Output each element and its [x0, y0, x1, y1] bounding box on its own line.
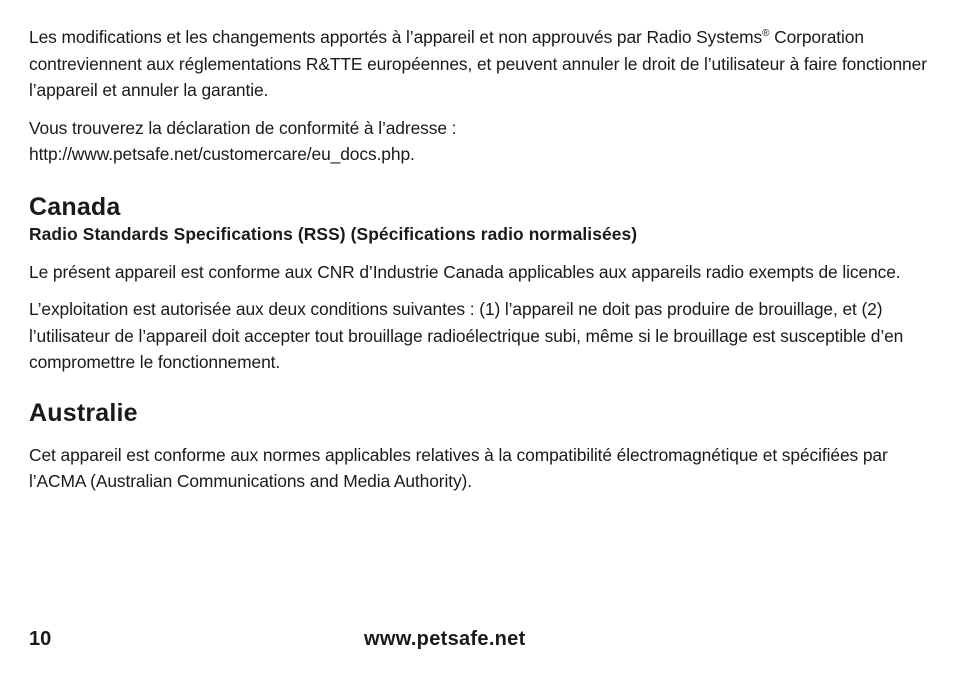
page-content — [29, 24, 929, 495]
canada-paragraph-2: L’exploitation est autorisée aux deux conditions suivantes : (1) l’appareil ne doit pas produire de brouillage, et (2) l’utilisateur de l’appareil doit accepter tout brouillage radioélectrique subi, même si le brouillage est susceptible d’en compromettre le fonctionnement. — [29, 299, 904, 372]
section-canada — [29, 192, 929, 376]
page-footer — [29, 625, 929, 653]
page-number: 10 — [29, 628, 52, 650]
intro-paragraph-1-continued: Corporation contreviennent aux réglementations R&TTE européennes, et peuvent annuler le droit de l’utilisateur à faire fonctionner l’appareil et annuler la garantie. — [29, 27, 927, 100]
section-subtitle-rss: Radio Standards Specifications (RSS) (Spécifications radio normalisées) — [29, 223, 638, 244]
registered-mark: ® — [762, 28, 770, 40]
canada-paragraph-1: Le présent appareil est conforme aux CNR d’Industrie Canada applicables aux appareils radio exempts de licence. — [29, 261, 901, 282]
section-australie — [29, 398, 929, 495]
compliance-url: http://www.petsafe.net/customercare/eu_docs.php. — [29, 144, 415, 164]
intro-paragraph-2 — [29, 115, 929, 168]
intro-paragraph-2-line-1: Vous trouverez la déclaration de conformité à l’adresse : — [29, 117, 457, 138]
section-title-australie: Australie — [29, 398, 138, 427]
australie-paragraph-1: Cet appareil est conforme aux normes applicables relatives à la compatibilité électromagnétique et spécifiées par l’ACMA (Australian Communications and Media Authority). — [29, 444, 888, 491]
intro-paragraph-1-text: Les modifications et les changements apportés à l’appareil et non approuvés par Radio Systems — [29, 27, 763, 47]
intro-paragraph-1 — [29, 24, 929, 104]
section-title-canada: Canada — [29, 192, 121, 221]
footer-url: www.petsafe.net — [364, 628, 526, 650]
